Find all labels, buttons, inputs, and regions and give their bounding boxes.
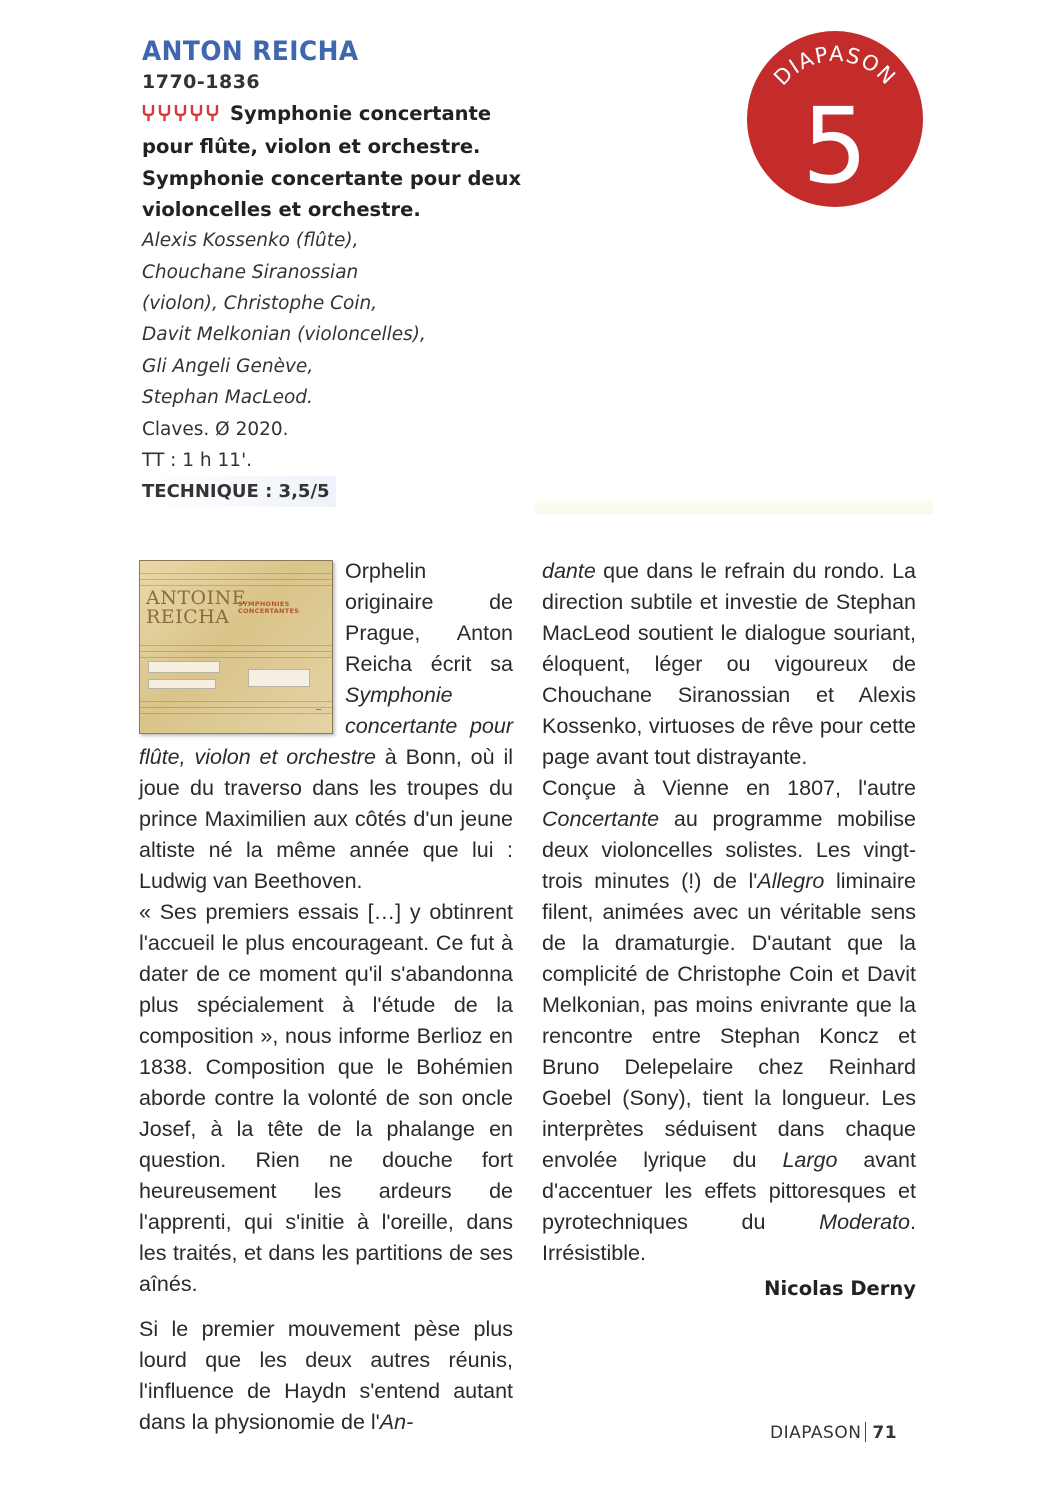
composer-dates: 1770-1836 xyxy=(142,71,261,93)
page-folio xyxy=(770,1422,897,1443)
album-cover xyxy=(139,560,333,734)
author-signature: Nicolas Derny xyxy=(764,1277,916,1300)
cover-label-strip xyxy=(148,661,220,673)
article-paragraph: Conçue à Vienne en 1807, l'autre Concertante au programme mobilise deux violoncelles solistes. Les vingt-trois minutes (!) de l'Allegro liminaire filent, animées avec un véritable sens de la dramaturgie. D'autant que la complicité de Christophe Coin et Davit Melkonian, pas moins enivrante que la rencontre entre Stephan Koncz et Bruno Delepelaire chez Reinhard Goebel (Sony), tient la longueur. Les interprètes séduisent dans chaque envolée lyrique du Largo avant d'accentuer les effets pittoresques et pyrotechniques du Moderato. Irrésistible. xyxy=(542,776,916,1265)
article-paragraph: dante que dans le refrain du rondo. La direction subtile et investie de Stephan MacLeod soutient le dialogue souriant, éloquent, léger ou vigoureux de Chouchane Siranossian et Alexis Kossenko, virtuoses de rêve pour cette page avant tout distrayante. xyxy=(542,559,916,769)
tuning-fork-icon xyxy=(158,104,171,122)
work-title: Symphonie concertante pour flûte, violon et orchestre. Symphonie concertante pour deux violoncelles et orchestre. xyxy=(142,102,522,221)
magazine-name: DIAPASON xyxy=(770,1423,862,1443)
article-column-right xyxy=(542,556,916,1304)
performer-line: Gli Angeli Genève, xyxy=(142,355,314,377)
cover-label-logo: ~ xyxy=(315,705,322,714)
tuning-fork-icon xyxy=(142,104,155,122)
decorative-band xyxy=(535,500,933,514)
tuning-fork-icon xyxy=(190,104,203,122)
article-paragraph: « Ses premiers essais […] y obtinrent l'accueil le plus encourageant. Ce fut à dater de ce moment qu'il s'abandonna plus spécialement à l'étude de la composition », nous informe Berlioz en 1838. Composition que le Bohémien aborde contre la volonté de son oncle Josef, à la tête de la phalange en question. Rien ne douche fort heureusement les ardeurs de l'apprenti, qui s'initie à l'oreille, dans les traités, et dans les partitions de ses aînés. xyxy=(139,900,513,1296)
badge-label: DIAPASON xyxy=(769,41,901,90)
cover-composer: ANTOINE REICHA xyxy=(146,587,247,628)
technique-rating: TECHNIQUE : 3,5/5 xyxy=(142,476,336,507)
review-header xyxy=(142,36,522,507)
article-paragraph: Orphelin originaire de Prague, Anton Reicha écrit sa Symphonie concertante pour flûte, violon et orchestre à Bonn, où il joue du traverso dans les troupes du prince Maximilien aux côtés d'un jeune altiste né la même année que lui : Ludwig van Beethoven. xyxy=(139,559,513,893)
composer-name: ANTON REICHA xyxy=(142,36,359,67)
total-duration: TT : 1 h 11'. xyxy=(142,450,253,472)
badge-number: 5 xyxy=(801,85,869,207)
tuning-fork-icon xyxy=(174,104,187,122)
cover-subtitle: SYMPHONIES CONCERTANTES xyxy=(238,600,300,615)
performer-line: (violon), Christophe Coin, xyxy=(142,293,378,314)
cover-label-strip xyxy=(248,669,310,687)
performers-list xyxy=(142,225,522,413)
work-title-block xyxy=(142,98,522,225)
rating-diapasons xyxy=(142,100,222,131)
performer-line: Chouchane Siranossian xyxy=(142,261,359,283)
page-number: 71 xyxy=(872,1423,898,1443)
performer-line: Alexis Kossenko (flûte), xyxy=(142,230,359,252)
diapason-badge xyxy=(746,30,924,208)
folio-divider xyxy=(865,1422,866,1442)
cover-label-strip xyxy=(148,679,216,689)
article-column-left xyxy=(139,556,513,1438)
performer-line: Davit Melkonian (violoncelles), xyxy=(142,324,426,346)
article-paragraph: Si le premier mouvement pèse plus lourd que les deux autres réunis, l'influence de Haydn s'entend autant dans la physionomie de l'An- xyxy=(139,1317,513,1434)
record-label: Claves. Ø 2020. xyxy=(142,418,289,440)
performer-line: Stephan MacLeod. xyxy=(142,387,313,409)
tuning-fork-icon xyxy=(206,104,219,122)
